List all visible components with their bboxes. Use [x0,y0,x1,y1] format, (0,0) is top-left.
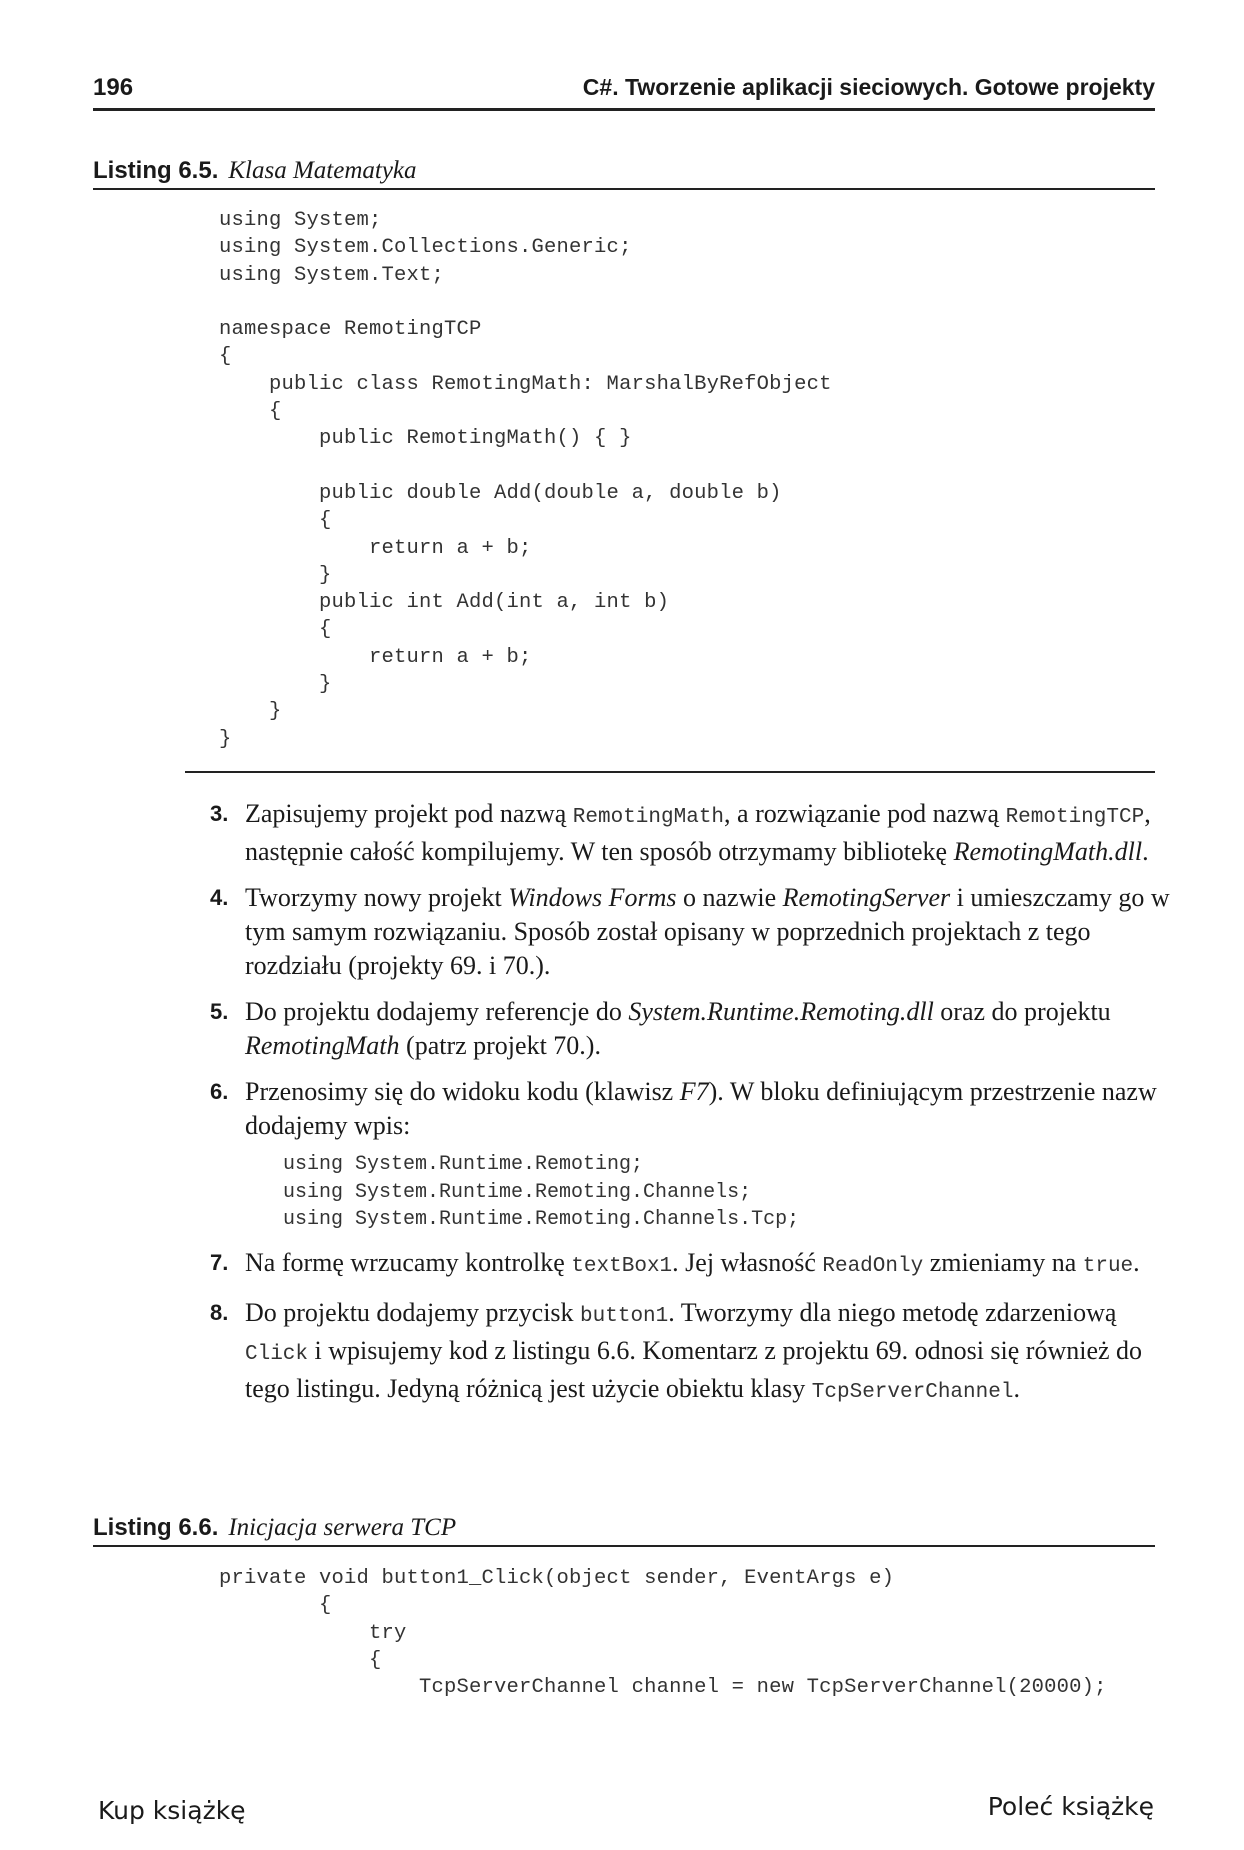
code-term: textBox1 [571,1254,673,1278]
listing-top-rule [93,1545,1155,1547]
step-6 [210,1075,1170,1234]
italic-term: F7 [679,1077,709,1106]
step-number: 8. [210,1299,229,1325]
buy-book-link[interactable]: Kup książkę [98,1796,246,1825]
book-title: C#. Tworzenie aplikacji sieciowych. Gotowe projekty [582,74,1155,100]
step-text: , a rozwiązanie pod nazwą [724,799,1006,828]
page-header [93,74,1155,111]
code-term: RemotingMath [572,806,725,829]
step-number: 4. [210,885,229,910]
step-text: o nazwie [676,883,783,912]
step-text: i umieszczamy go w tym samym rozwiązaniu. Sposób został opisany w poprzednich projektach z tego rozdziału (projekty 69. i 70.). [245,883,1170,980]
code-term: RemotingTCP [1005,806,1145,829]
italic-term: RemotingServer [782,883,951,912]
code-term: button1 [580,1304,669,1328]
step-text: Tworzymy nowy projekt [245,883,509,912]
listing-6-6-title [93,1514,1155,1542]
code-term: true [1082,1254,1134,1278]
step-text: Przenosimy się do widoku kodu (klawisz [245,1077,680,1106]
step-text: , następnie całość kompilujemy. W ten sposób otrzymamy bibliotekę [245,799,1151,866]
step-8 [210,1296,1170,1410]
listing-top-rule [93,188,1155,190]
page-number: 196 [93,74,134,101]
listing-caption: Inicjacja serwera TCP [228,1514,457,1541]
italic-term: Windows Forms [508,883,677,912]
step-4 [210,881,1170,983]
step-text: Do projektu dodajemy przycisk [245,1297,581,1327]
italic-term: RemotingMath.dll [953,837,1143,866]
step-text: (patrz projekt 70.). [399,1031,601,1060]
code-term: ReadOnly [822,1254,924,1278]
step-text: Na formę wrzucamy kontrolkę [245,1247,572,1277]
listing-6-6-code: private void button1_Click(object sender, EventArgs e) { try { TcpServerChannel channel = new TcpServerChannel(20000); [219,1567,1107,1700]
steps-list [210,797,1170,1422]
italic-term: System.Runtime.Remoting.dll [628,997,934,1026]
step-text: Zapisujemy projekt pod nazwą [245,799,573,828]
step-number: 7. [210,1249,229,1275]
listing-6-5-title [93,157,1155,185]
listing-caption: Klasa Matematyka [228,157,417,184]
step-6-code: using System.Runtime.Remoting; using System.Runtime.Remoting.Channels; using System.Runtime.Remoting.Channels.Tcp; [283,1153,800,1231]
listing-bottom-rule [185,771,1155,773]
step-7 [210,1246,1170,1284]
step-text: Do projektu dodajemy referencje do [245,997,629,1026]
listing-6-5-code: using System; using System.Collections.Generic; using System.Text; namespace RemotingTCP { public class RemotingMath: MarshalByRefObject { public RemotingMath() { } public double Add(double a, double b) { return a + b; } public int Add(int a, int b) { return a + b; } } } [219,209,832,751]
step-number: 3. [210,801,229,826]
step-text: . [1142,837,1149,866]
code-term: TcpServerChannel [811,1380,1014,1404]
step-number: 5. [210,999,229,1024]
italic-term: RemotingMath [245,1031,400,1060]
step-5 [210,995,1170,1063]
step-text: . Tworzymy dla niego metodę zdarzeniową [668,1297,1117,1327]
listing-label: Listing 6.5. [93,157,219,184]
step-text: ). W bloku definiującym przestrzenie nazw dodajemy wpis: [245,1077,1157,1140]
step-text: oraz do projektu [933,997,1111,1026]
code-term: Click [245,1342,309,1366]
step-text: zmieniamy na [923,1247,1083,1277]
recommend-book-link[interactable]: Poleć książkę [987,1792,1154,1821]
step-text: i wpisujemy kod z listingu 6.6. Komentarz z projektu 69. odnosi się również do tego listingu. Jedyną różnicą jest użycie obiektu klasy [245,1335,1143,1403]
listing-label: Listing 6.6. [93,1514,219,1541]
step-text: . [1133,1247,1140,1277]
step-3 [210,797,1170,869]
step-text: . [1013,1373,1020,1403]
step-number: 6. [210,1079,229,1104]
step-text: . Jej własność [672,1247,823,1277]
